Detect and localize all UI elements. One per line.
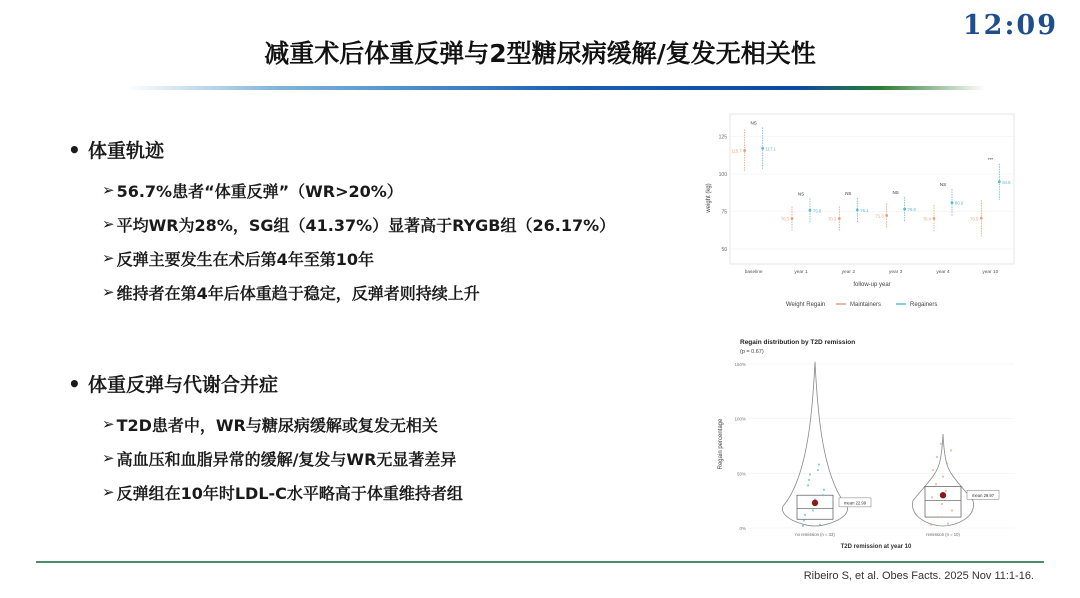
jitter-point <box>823 489 825 491</box>
jitter-point <box>817 469 819 471</box>
bullet-list <box>102 173 615 309</box>
clock-time: 12:09 <box>962 10 1058 41</box>
data-label: 75.8 <box>813 208 822 214</box>
x-axis-label: follow-up year <box>853 282 891 288</box>
data-point-maintainers <box>791 217 794 220</box>
x-tick-label: year 10 <box>982 270 999 275</box>
significance-label: NS <box>845 190 852 196</box>
data-point-regainers <box>903 208 906 211</box>
significance-label: NS <box>892 190 899 196</box>
jitter-point <box>818 463 820 465</box>
data-label: 70.5 <box>970 216 979 222</box>
y-tick-label: 0% <box>739 526 746 531</box>
weight-trajectory-chart <box>700 108 1018 318</box>
jitter-point <box>935 483 937 485</box>
x-tick-label: remission (n = 10) <box>926 532 960 537</box>
chart-legend <box>786 302 937 308</box>
data-label: 115.7 <box>731 148 742 154</box>
jitter-point <box>804 514 806 516</box>
jitter-point <box>932 469 934 471</box>
data-label: 70.3 <box>780 216 789 222</box>
data-point-regainers <box>761 147 764 150</box>
y-tick-label: 100% <box>734 416 746 422</box>
jitter-point <box>808 479 810 481</box>
significance-label: NS <box>750 120 757 126</box>
data-point-regainers <box>856 208 859 211</box>
y-tick-label: 50 <box>721 247 727 253</box>
jitter-point <box>936 456 938 458</box>
list-item: ➢ 维持者在第4年后体重趋于稳定，反弹者则持续上升 <box>102 283 480 303</box>
jitter-point <box>941 503 943 505</box>
data-point-maintainers <box>885 214 888 217</box>
significance-label: NS <box>939 182 947 188</box>
jitter-point <box>802 525 804 527</box>
data-label: 117.1 <box>765 146 776 152</box>
list-item: ➢ 平均WR为28%，SG组（41.37%）显著高于RYGB组（26.17%） <box>102 215 616 235</box>
arrow-bullet-icon: ➢ <box>102 449 115 467</box>
data-label: 76.6 <box>907 207 916 213</box>
jitter-point <box>942 476 944 478</box>
title-divider <box>125 86 985 90</box>
regain-distribution-chart <box>712 332 1018 554</box>
section-heading: 体重反弹与代谢合并症 <box>88 374 279 396</box>
legend-entry: Maintainers <box>850 302 882 308</box>
data-label: 70.4 <box>922 216 931 222</box>
arrow-bullet-icon: ➢ <box>102 283 115 301</box>
list-item: ➢ T2D患者中，WR与糖尿病缓解或复发无相关 <box>102 415 438 435</box>
y-tick-label: 75 <box>721 209 727 216</box>
jitter-point <box>930 524 932 526</box>
list-item: ➢ 56.7%患者“体重反弹”（WR>20%） <box>102 181 403 201</box>
jitter-point <box>809 473 811 475</box>
jitter-point <box>950 449 952 451</box>
data-point-maintainers <box>838 217 841 220</box>
chart-subtitle: (p = 0.67) <box>740 349 764 355</box>
mean-marker <box>940 492 946 498</box>
data-point-regainers <box>951 201 954 204</box>
jitter-point <box>812 509 814 511</box>
list-item: ➢ 反弹主要发生在术后第4年至第10年 <box>102 249 374 269</box>
jitter-point <box>946 462 948 464</box>
arrow-bullet-icon: ➢ <box>102 483 115 501</box>
data-label: 71.3 <box>875 213 884 219</box>
jitter-point <box>945 490 947 492</box>
bullet-list <box>102 407 463 509</box>
section-heading: 体重轨迹 <box>88 140 165 162</box>
y-tick-label: 50% <box>736 471 746 477</box>
data-point-regainers <box>998 180 1001 183</box>
jitter-point <box>940 443 942 445</box>
citation: Ribeiro S, et al. Obes Facts. 2025 Nov 11:1-16. <box>803 570 1034 582</box>
data-label: 76.1 <box>860 207 869 213</box>
section-metabolic-comorbidity <box>68 370 463 509</box>
jitter-point <box>822 494 824 496</box>
x-tick-label: year 1 <box>794 270 808 275</box>
y-tick-label: 125 <box>718 134 727 141</box>
data-point-maintainers <box>980 217 983 220</box>
data-label: 80.9 <box>955 200 964 206</box>
data-label: 94.8 <box>1002 179 1011 185</box>
arrow-bullet-icon: ➢ <box>102 249 115 267</box>
mean-label: mean 22.99 <box>843 500 867 506</box>
significance-label: *** <box>987 156 993 162</box>
footer-divider <box>36 561 1044 563</box>
jitter-point <box>947 523 949 525</box>
x-tick-label: year 4 <box>936 270 950 275</box>
x-tick-label: baseline <box>744 270 763 275</box>
mean-marker <box>812 500 818 506</box>
x-tick-label: no remission (n = 33) <box>795 532 835 537</box>
plot-panel <box>738 360 1014 528</box>
data-point-maintainers <box>933 217 936 220</box>
mean-label: mean 29.97 <box>971 492 995 498</box>
bullet-dot: • <box>68 137 81 162</box>
chart-title: Regain distribution by T2D remission <box>740 339 856 346</box>
y-axis-label: Regain percentage <box>718 418 724 470</box>
list-item: ➢ 反弹组在10年时LDL-C水平略高于体重维持者组 <box>102 483 463 503</box>
section-weight-trajectory <box>68 136 615 309</box>
jitter-point <box>803 519 805 521</box>
arrow-bullet-icon: ➢ <box>102 215 115 233</box>
slide-title: 减重术后体重反弹与2型糖尿病缓解/复发无相关性 <box>264 39 816 68</box>
bullet-dot: • <box>68 371 81 396</box>
x-tick-label: year 3 <box>888 270 903 275</box>
jitter-point <box>807 484 809 486</box>
legend-entry: Regainers <box>910 302 938 308</box>
data-point-regainers <box>809 209 812 212</box>
data-point-maintainers <box>743 149 746 152</box>
legend-title: Weight Regain <box>786 302 826 308</box>
arrow-bullet-icon: ➢ <box>102 181 115 199</box>
x-tick-label: year 2 <box>841 270 856 275</box>
jitter-point <box>931 496 933 498</box>
jitter-point <box>819 524 821 526</box>
y-tick-label: 150% <box>734 362 746 367</box>
significance-label: NS <box>797 191 805 197</box>
y-tick-label: 100 <box>718 172 727 178</box>
data-label: 70.3 <box>828 216 837 222</box>
jitter-point <box>951 509 953 511</box>
jitter-point <box>937 516 939 518</box>
x-axis-label: T2D remission at year 10 <box>840 544 912 550</box>
arrow-bullet-icon: ➢ <box>102 415 115 433</box>
list-item: ➢ 高血压和血脂异常的缓解/复发与WR无显著差异 <box>102 449 457 469</box>
y-axis-label: weight (kg) <box>706 183 712 213</box>
